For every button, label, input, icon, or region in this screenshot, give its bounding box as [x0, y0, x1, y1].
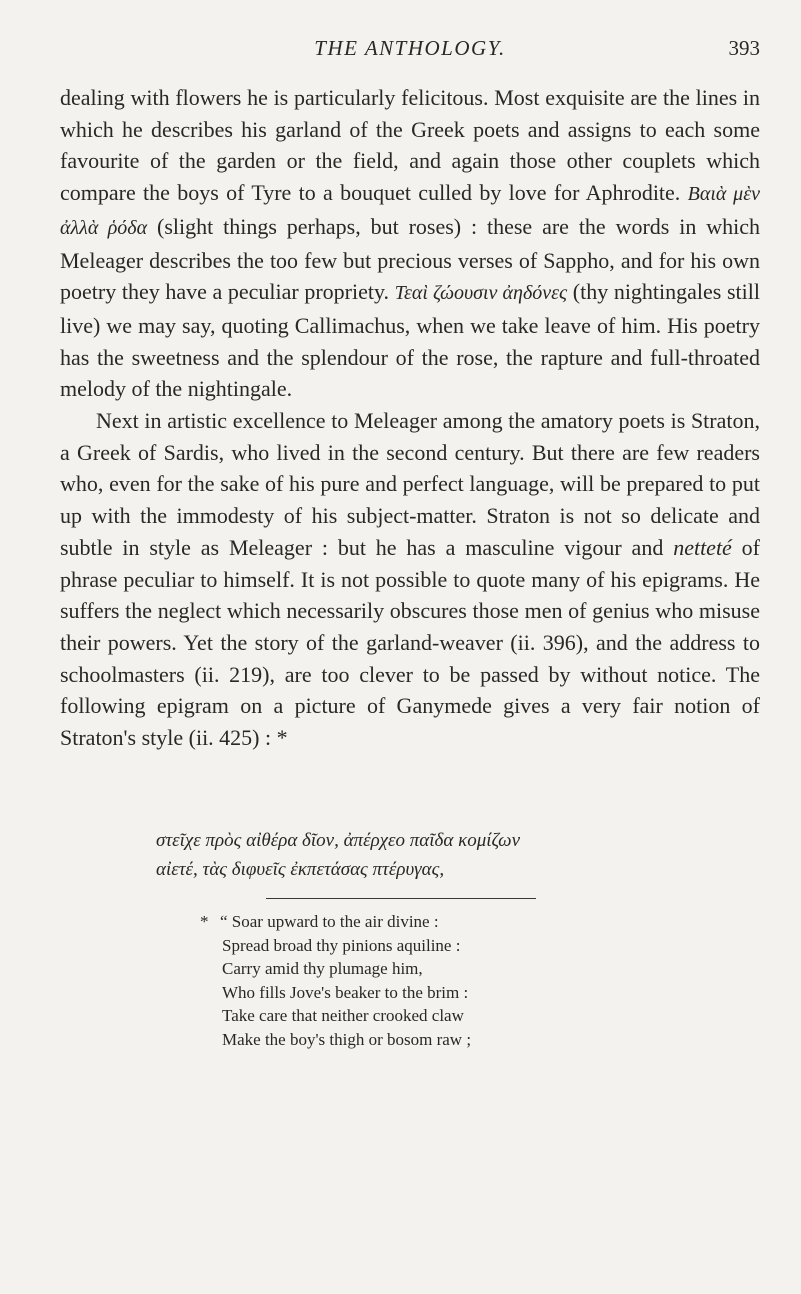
text-segment: dealing with flowers he is particularly felicitous. Most exquisite are the lines in which he describes his garland of the Greek poets and assigns to each some favourite of the garden or the field, and again those other couplets which compare the boys of Tyre to a bouquet culled by love for Aphrodite. — [60, 85, 760, 206]
footnote-line: Carry amid thy plumage him, — [222, 959, 423, 978]
greek-verse-line: αἰετέ, τὰς διφυεῖς ἐκπετάσας πτέρυγας, — [156, 859, 445, 880]
paragraph-1 — [60, 82, 760, 405]
footnote-line: Take care that neither crooked claw — [222, 1006, 464, 1025]
running-title: THE ANTHOLOGY. — [314, 36, 506, 60]
text-segment: Next in artistic excellence to Meleager among the amatory poets is Straton, a Greek of Sardis, who lived in the second century. But there are few readers who, even for the sake of his pure and perfect language, will be prepared to put up with the immodesty of his subject-matter. Straton is not so delicate and subtle in style as Meleager : but he has a masculine vigour and — [60, 408, 760, 560]
footnote — [200, 910, 760, 1051]
greek-quote: Βαιὰ μὲν ἀλλὰ ῥόδα — [60, 183, 760, 239]
footnote-line: Spread broad thy pinions aquiline : — [222, 935, 461, 955]
greek-epigram — [156, 826, 776, 884]
italic-word: netteté — [673, 534, 732, 560]
footnote-divider — [266, 898, 536, 899]
text-segment: (thy nightingales still live) we may say, quoting Callimachus, when we take leave of him. His poetry has the sweetness and the splendour of the rose, the rapture and full-throated melody of the nightingale. — [60, 279, 760, 402]
page-number: 393 — [728, 36, 760, 60]
footnote-line: Make the boy's thigh or bosom raw ; — [222, 1029, 472, 1049]
paragraph-2 — [60, 405, 760, 754]
greek-verse-line: στεῖχε πρὸς αἰθέρα δῖον, ἀπέρχεο παῖδα κομίζων — [156, 830, 520, 851]
greek-quote: Τεαὶ ζώουσιν ἀηδόνες — [394, 282, 568, 305]
page-header — [60, 32, 760, 64]
footnote-marker: * — [200, 912, 209, 931]
text-segment: of phrase peculiar to himself. It is not possible to quote many of his epigrams. He suffers the neglect which necessarily obscures those men of genius who misuse their powers. Yet the story of the garland-weaver (ii. 396), and the address to schoolmasters (ii. 219), are too clever to be passed by without notice. The following epigram on a picture of Ganymede gives a very fair notion of Straton's style (ii. 425) : * — [60, 534, 761, 751]
footnote-line: Who fills Jove's beaker to the brim : — [222, 982, 469, 1002]
footnote-line — [200, 910, 760, 934]
body-text — [60, 82, 760, 754]
footnote-text: “ Soar upward to the air divine : — [220, 912, 439, 931]
text-segment: (slight things perhaps, but roses) : these are the words in which Meleager describes the too few but precious verses of Sappho, and for his own poetry they have a peculiar propriety. — [60, 213, 761, 305]
